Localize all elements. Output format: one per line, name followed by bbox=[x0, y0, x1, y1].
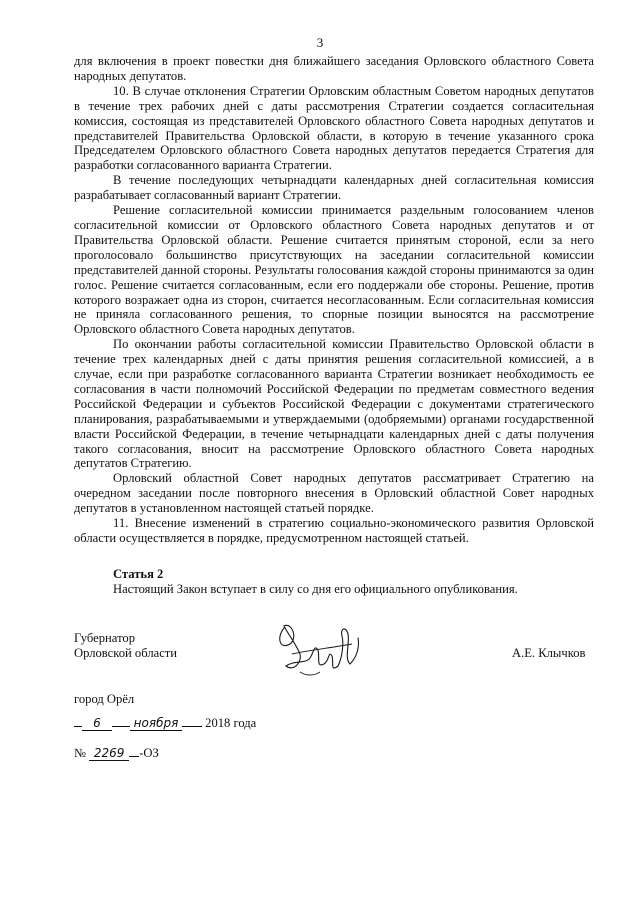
paragraph-after-commission: По окончании работы согласительной комиссии Правительство Орловской области в течение трех календарных дней с даты принятия решения согласительной комиссией, а в случае, если при разработке согласованного варианта Стратегии возникает необходимость ее согласования в части полномочий Российской Федерации по предметам совместного ведения Российской Федерации и субъектов Российской Федерации с документами стратегического планирования, разрабатываемыми и утверждаемыми (одобряемыми) органами государственной власти Российской Федерации, в течение четырнадцати календарных дней с даты получения такого согласования, вносит на рассмотрение Орловского областного Совета народных депутатов Стратегию. bbox=[74, 337, 594, 471]
governor-title bbox=[74, 631, 177, 661]
paragraph-council-review: Орловский областной Совет народных депутатов рассматривает Стратегию на очередном заседании после повторного внесения в Орловский областной Совет народных депутатов в установленном настоящей статьей порядке. bbox=[74, 471, 594, 516]
paragraph-item-11: 11. Внесение изменений в стратегию социально-экономического развития Орловской области осуществляется в порядке, предусмотренном настоящей статьей. bbox=[74, 516, 594, 545]
law-number-suffix: -ОЗ bbox=[139, 746, 159, 760]
signing-date bbox=[74, 716, 256, 731]
governor-name: А.Е. Клычков bbox=[512, 646, 586, 660]
page-number: 3 bbox=[316, 35, 324, 50]
city: город Орёл bbox=[74, 692, 135, 706]
date-year: 2018 года bbox=[205, 716, 257, 730]
law-number-value: 2269 bbox=[89, 747, 129, 761]
governor-title-line1: Губернатор bbox=[74, 631, 135, 645]
handwritten-signature bbox=[270, 614, 370, 684]
article-title: Статья 2 bbox=[113, 567, 164, 581]
date-blank-left bbox=[74, 726, 82, 727]
paragraph-item-10: 10. В случае отклонения Стратегии Орловским областным Советом народных депутатов в течение трех рабочих дней с даты рассмотрения Стратегии создается согласительная комиссия, состоящая из представителей Орловского областного Совета народных депутатов и представителей Правительства Орловской области, в которую в течение указанного срока Председателем Орловского областного Совета народных депутатов передается Стратегия для разработки согласованного варианта Стратегии. bbox=[74, 83, 594, 173]
date-month: ноября bbox=[130, 717, 182, 731]
paragraph-commission-term: В течение последующих четырнадцати календарных дней согласительная комиссия разрабатывает согласованный вариант Стратегии. bbox=[74, 173, 594, 203]
paragraph-continuation: для включения в проект повестки дня ближайшего заседания Орловского областного Совета народных депутатов. bbox=[74, 54, 594, 83]
article-2 bbox=[113, 567, 518, 597]
date-day: 6 bbox=[82, 717, 112, 731]
law-number-prefix: № bbox=[74, 746, 87, 760]
date-blank-right bbox=[182, 726, 202, 727]
date-blank-middle bbox=[112, 726, 130, 727]
paragraph-commission-decision: Решение согласительной комиссии принимается раздельным голосованием членов согласительной комиссии от Орловского областного Совета народных депутатов и от Правительства Орловской области. Решение считается принятым стороной, если за него проголосовало большинство присутствующих на заседании согласительной комиссии представителей данной стороны. Результаты голосования каждой стороны принимаются за один голос. Решение считается согласованным, если его поддержали обе стороны. Решение, против которого возражает одна из сторон, считается несогласованным. Если согласительная комиссия не приняла согласованного решения, то спорные позиции выносятся на рассмотрение Орловского областного Совета народных депутатов. bbox=[74, 203, 594, 337]
law-number-blank bbox=[129, 756, 139, 757]
document-body bbox=[74, 54, 594, 546]
law-number bbox=[74, 746, 159, 761]
governor-title-line2: Орловской области bbox=[74, 646, 178, 660]
article-text: Настоящий Закон вступает в силу со дня его официального опубликования. bbox=[113, 582, 518, 596]
